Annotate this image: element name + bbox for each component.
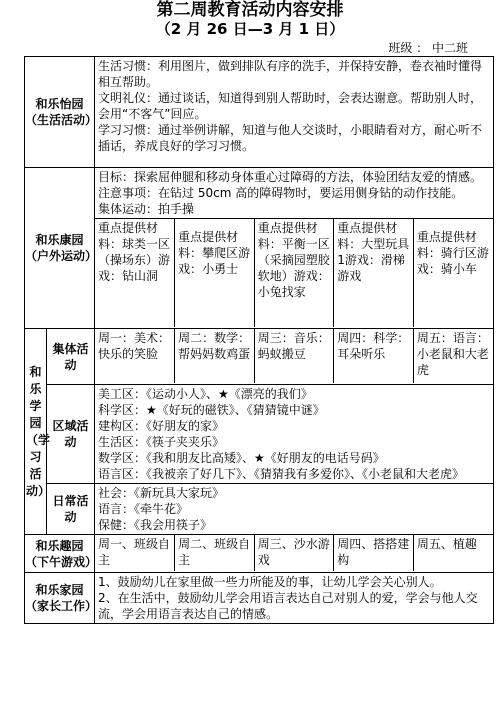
group-day: 周五：语言：小老鼠和大老虎 <box>416 331 489 377</box>
area-line: 美工区：《运动小人》、★《漂亮的我们》 <box>98 387 313 401</box>
section-fun-sub: （下午游戏） <box>25 554 98 569</box>
section-home-sub: （家长工作） <box>25 599 98 613</box>
area-line: 生活区：《筷子夹夹乐》 <box>98 435 225 449</box>
section-fun-head <box>25 535 98 573</box>
row-home <box>25 573 494 624</box>
material-cell: 重点提供材料：球类一区（操场东）游戏：钻山洞 <box>95 219 175 327</box>
section-home-head <box>25 573 98 624</box>
row-study-group <box>25 329 494 385</box>
area-line: 科学区：★《好玩的磁铁》、《猜猜镜中谜》 <box>98 403 325 417</box>
section-life-content <box>95 57 494 168</box>
group-day: 周三：音乐：蚂蚁搬豆 <box>254 329 334 383</box>
area-line: 语言区：《我被亲了好几下》、《猜猜我有多爱你》、《小老鼠和大老虎》 <box>98 467 465 481</box>
fun-day: 周二、班级自主 <box>175 535 255 571</box>
area-line: 建构区：《好朋友的家》 <box>98 419 225 433</box>
material-cell: 重点提供材料：大型玩具1游戏：滑梯游戏 <box>334 219 414 327</box>
outdoor-materials <box>95 219 494 329</box>
outdoor-goal: 目标：探索屈伸腿和移动身体重心过障碍的方法，体验团结友爱的情感。 <box>98 170 483 184</box>
row-study-daily <box>25 484 494 535</box>
fun-day: 周三、沙水游戏 <box>254 535 334 571</box>
page-title: 第二周教育活动内容安排 <box>156 0 344 20</box>
study-area-content <box>95 385 494 484</box>
section-study-head: 和乐学园（学习活动） <box>25 329 47 535</box>
fun-day: 周五、植趣 <box>416 537 477 551</box>
home-line: 2、在生活中，鼓励幼儿学会用语言表达自己对别人的爱，学会与他人交流，学会用语言表达自己的情感。 <box>98 591 478 621</box>
material-cell: 重点提供材料：攀爬区游戏：小勇士 <box>175 219 255 327</box>
row-outdoor-materials <box>25 219 494 329</box>
daily-line: 语言：《牵牛花》 <box>98 502 189 516</box>
fun-day: 周四、搭搭建构 <box>334 535 414 571</box>
group-day: 周二：数学：帮妈妈数鸡蛋 <box>175 329 255 383</box>
daily-line: 社会：《新玩具大家玩》 <box>98 486 225 500</box>
section-outdoor-sub: （户外运动） <box>25 249 98 263</box>
life-line: 生活习惯：利用图片，做到排队有序的洗手，并保持安静，卷衣袖时懂得相互帮助。 <box>98 59 483 89</box>
schedule-table <box>24 56 494 624</box>
fun-content <box>95 535 494 573</box>
section-life-name: 和乐怡园 <box>35 97 84 111</box>
row-fun <box>25 535 494 573</box>
class-label: 班级 ： 中二班 <box>388 41 468 55</box>
outdoor-info <box>95 168 494 219</box>
date-range: （2 月 26 日—3 月 1 日） <box>155 20 345 38</box>
area-line: 数学区：《我和朋友比高矮》、★《好朋友的电话号码》 <box>98 451 385 465</box>
section-fun-name: 和乐趣园 <box>35 538 84 553</box>
fun-day: 周一、班级自主 <box>95 535 175 571</box>
daily-line: 保健：《我会用筷子》 <box>98 518 213 532</box>
study-group-head: 集体活动 <box>47 329 95 385</box>
row-study-area <box>25 385 494 484</box>
group-day: 周四：科学：耳朵听乐 <box>334 329 414 383</box>
section-home-name: 和乐家园 <box>35 583 84 597</box>
life-line: 文明礼仪：通过谈话，知道得到别人帮助时，会表达谢意。帮助别人时，会用“不客气”回应。 <box>98 91 483 121</box>
home-content <box>95 573 494 624</box>
section-outdoor-name: 和乐康园 <box>35 233 84 247</box>
section-life-head <box>25 57 98 168</box>
row-life <box>25 57 494 168</box>
row-outdoor <box>25 168 494 219</box>
study-group-content <box>95 329 494 385</box>
material-cell: 重点提供材料：平衡一区（采摘园塑胶软地）游戏：小兔找家 <box>254 219 334 327</box>
life-line: 学习习惯：通过举例讲解，知道与他人交谈时，小眼睛看对方，耐心听不插话，养成良好的学习习惯。 <box>98 123 483 153</box>
group-day: 周一：美术：快乐的笑脸 <box>95 329 175 383</box>
study-daily-content <box>95 484 494 535</box>
study-area-head: 区域活动 <box>47 385 95 484</box>
material-cell: 重点提供材料：骑行区游戏：骑小车 <box>416 230 489 276</box>
section-life-sub: （生活活动） <box>25 113 98 127</box>
outdoor-group: 集体运动：拍手操 <box>98 202 195 216</box>
section-outdoor-head <box>25 168 98 329</box>
home-line: 1、鼓励幼儿在家里做一些力所能及的事，让幼儿学会关心别人。 <box>98 575 442 589</box>
outdoor-notice: 注意事项：在钻过 50cm 高的障碍物时，要运用侧身钻的动作技能。 <box>98 186 464 200</box>
study-daily-head: 日常活动 <box>47 484 95 535</box>
